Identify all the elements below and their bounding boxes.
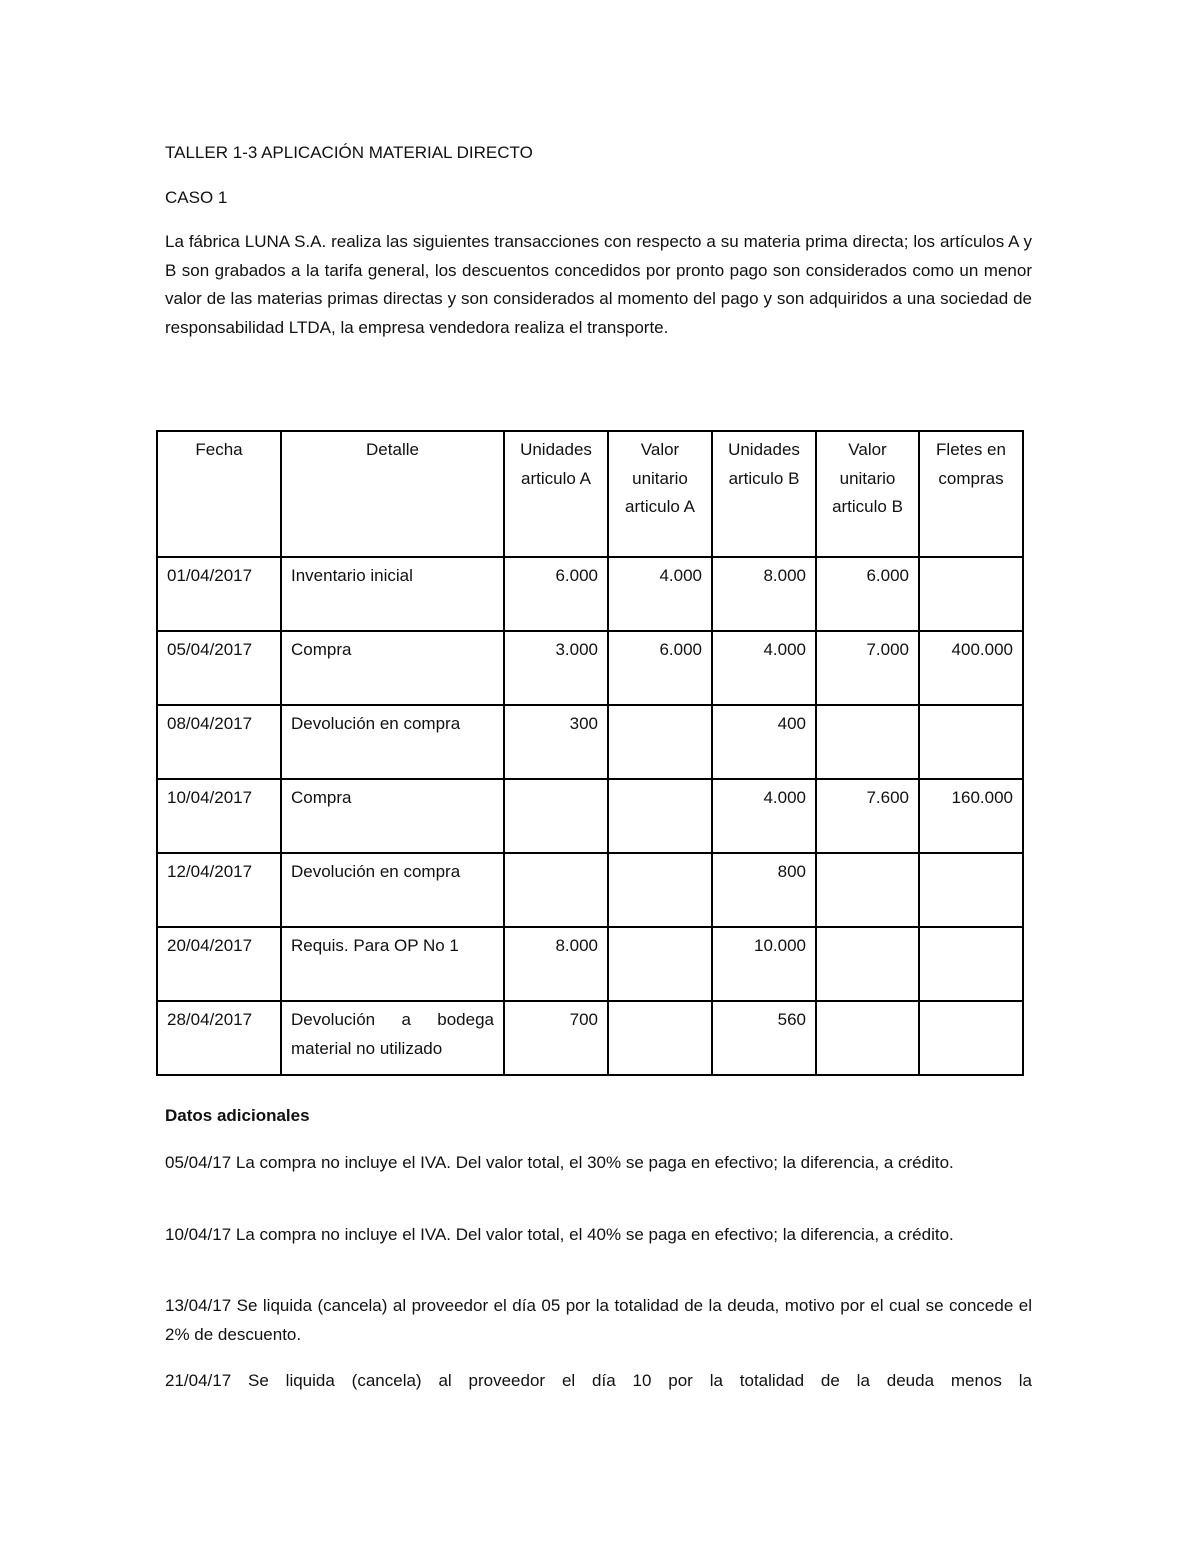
cell-detalle: Inventario inicial (281, 557, 504, 631)
cell-valor-a: 6.000 (608, 631, 712, 705)
cell-fecha: 28/04/2017 (157, 1001, 281, 1075)
intro-paragraph: La fábrica LUNA S.A. realiza las siguientes transacciones con respecto a su materia prima directa; los artículos A y B son grabados a la tarifa general, los descuentos concedidos por pronto pago son considerados como un menor valor de las materias primas directas y son considerados al momento del pago y son adquiridos a una sociedad de responsabilidad LTDA, la empresa vendedora realiza el transporte. (165, 232, 1032, 337)
cell-fletes (919, 853, 1023, 927)
cell-fecha: 20/04/2017 (157, 927, 281, 1001)
table-row (157, 853, 1023, 927)
cell-unidades-a (504, 779, 608, 853)
transactions-table (156, 430, 1024, 1076)
additional-data-heading: Datos adicionales (165, 1106, 310, 1125)
cell-unidades-b: 800 (712, 853, 816, 927)
cell-fletes (919, 1001, 1023, 1075)
table-row (157, 705, 1023, 779)
cell-unidades-a: 700 (504, 1001, 608, 1075)
cell-unidades-a (504, 853, 608, 927)
cell-unidades-b: 4.000 (712, 631, 816, 705)
cell-detalle: Devolución en compra (281, 705, 504, 779)
cell-detalle: Compra (281, 631, 504, 705)
cell-valor-a (608, 853, 712, 927)
cell-fletes (919, 705, 1023, 779)
document-title: TALLER 1-3 APLICACIÓN MATERIAL DIRECTO (165, 143, 533, 162)
cell-unidades-a: 300 (504, 705, 608, 779)
cell-fletes (919, 557, 1023, 631)
cell-valor-b: 7.000 (816, 631, 919, 705)
header-fecha: Fecha (157, 431, 281, 557)
cell-fletes: 160.000 (919, 779, 1023, 853)
cell-valor-b (816, 853, 919, 927)
cell-detalle: Requis. Para OP No 1 (281, 927, 504, 1001)
cell-fecha: 05/04/2017 (157, 631, 281, 705)
table-header-row (157, 431, 1023, 557)
cell-unidades-a: 6.000 (504, 557, 608, 631)
additional-note: 05/04/17 La compra no incluye el IVA. Del valor total, el 30% se paga en efectivo; la diferencia, a crédito. (165, 1153, 954, 1172)
header-unidades-b: Unidades articulo B (712, 431, 816, 557)
case-heading: CASO 1 (165, 188, 228, 207)
cell-fecha: 08/04/2017 (157, 705, 281, 779)
cell-fecha: 10/04/2017 (157, 779, 281, 853)
cell-valor-b (816, 705, 919, 779)
cell-fletes (919, 927, 1023, 1001)
table-row (157, 631, 1023, 705)
cell-valor-a (608, 779, 712, 853)
cell-unidades-a: 8.000 (504, 927, 608, 1001)
header-unidades-a: Unidades articulo A (504, 431, 608, 557)
additional-note: 21/04/17 Se liquida (cancela) al proveedor el día 10 por la totalidad de la deuda menos la (165, 1371, 1032, 1390)
cell-detalle: Devolución a bodega material no utilizado (281, 1001, 504, 1075)
cell-fletes: 400.000 (919, 631, 1023, 705)
header-valor-a: Valor unitario articulo A (608, 431, 712, 557)
cell-unidades-b: 4.000 (712, 779, 816, 853)
cell-valor-b (816, 927, 919, 1001)
cell-valor-b (816, 1001, 919, 1075)
cell-detalle: Devolución en compra (281, 853, 504, 927)
table-row (157, 1001, 1023, 1075)
cell-fecha: 12/04/2017 (157, 853, 281, 927)
additional-note: 10/04/17 La compra no incluye el IVA. Del valor total, el 40% se paga en efectivo; la diferencia, a crédito. (165, 1225, 954, 1244)
cell-detalle: Compra (281, 779, 504, 853)
cell-fecha: 01/04/2017 (157, 557, 281, 631)
header-fletes: Fletes en compras (919, 431, 1023, 557)
cell-unidades-b: 8.000 (712, 557, 816, 631)
cell-unidades-a: 3.000 (504, 631, 608, 705)
cell-valor-a (608, 1001, 712, 1075)
cell-valor-b: 6.000 (816, 557, 919, 631)
header-detalle: Detalle (281, 431, 504, 557)
cell-unidades-b: 10.000 (712, 927, 816, 1001)
cell-valor-a: 4.000 (608, 557, 712, 631)
table-row (157, 779, 1023, 853)
cell-valor-a (608, 927, 712, 1001)
cell-unidades-b: 560 (712, 1001, 816, 1075)
header-valor-b: Valor unitario articulo B (816, 431, 919, 557)
cell-valor-b: 7.600 (816, 779, 919, 853)
cell-valor-a (608, 705, 712, 779)
additional-note: 13/04/17 Se liquida (cancela) al proveedor el día 05 por la totalidad de la deuda, motivo por el cual se concede el 2% de descuento. (165, 1296, 1032, 1344)
cell-unidades-b: 400 (712, 705, 816, 779)
table-row (157, 927, 1023, 1001)
table-row (157, 557, 1023, 631)
